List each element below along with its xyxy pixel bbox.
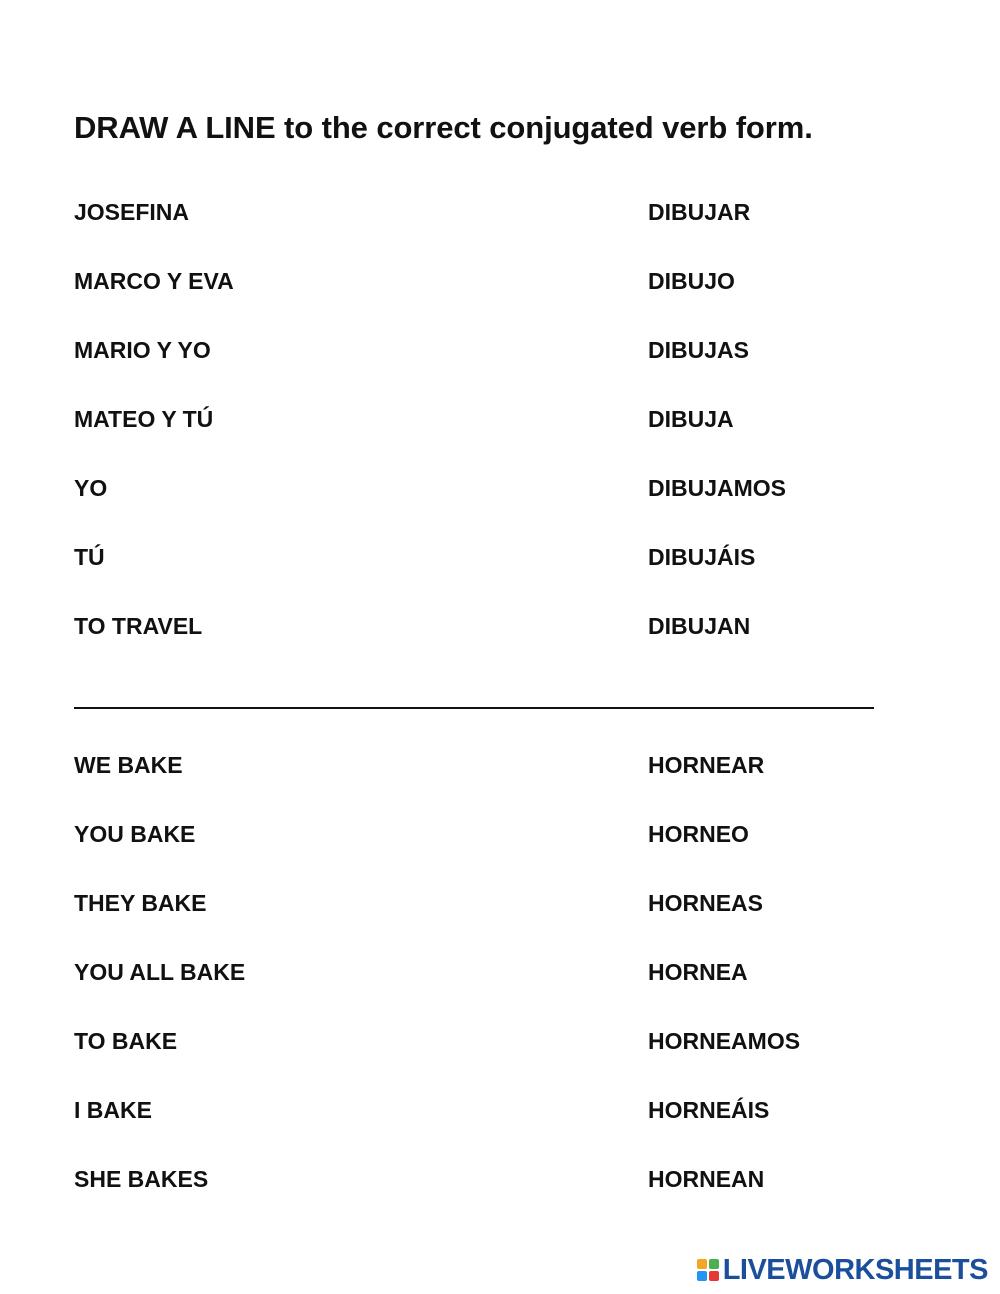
phrase-item[interactable]: WE BAKE xyxy=(74,752,183,778)
section-divider xyxy=(74,707,874,709)
phrase-item[interactable]: YOU ALL BAKE xyxy=(74,959,246,985)
subject-item[interactable]: TO TRAVEL xyxy=(74,613,203,639)
verb-form-item[interactable]: DIBUJAN xyxy=(648,613,751,639)
subject-item[interactable]: MARCO Y EVA xyxy=(74,268,234,294)
verb-form-item[interactable]: DIBUJO xyxy=(648,268,735,294)
liveworksheets-logo-icon xyxy=(697,1259,719,1281)
verb-form-item[interactable]: DIBUJÁIS xyxy=(648,544,756,570)
subject-item[interactable]: TÚ xyxy=(74,544,105,570)
phrase-item[interactable]: SHE BAKES xyxy=(74,1166,209,1192)
section-2-phrases xyxy=(74,751,245,1234)
verb-form-item[interactable]: DIBUJAR xyxy=(648,199,751,225)
logo-tile xyxy=(697,1271,707,1281)
subject-item[interactable]: MARIO Y YO xyxy=(74,337,211,363)
section-2-verb-forms xyxy=(648,751,800,1234)
subject-item[interactable]: MATEO Y TÚ xyxy=(74,406,214,432)
verb-form-item[interactable]: DIBUJA xyxy=(648,406,734,432)
brand-logo xyxy=(697,1254,988,1286)
verb-form-item[interactable]: DIBUJAS xyxy=(648,337,749,363)
brand-name: LIVEWORKSHEETS xyxy=(722,1254,988,1286)
page-title: DRAW A LINE to the correct conjugated verb form. xyxy=(74,110,813,145)
section-1-verb-forms xyxy=(648,198,786,681)
verb-form-item[interactable]: HORNEÁIS xyxy=(648,1097,770,1123)
verb-form-item[interactable]: HORNEAS xyxy=(648,890,764,916)
verb-form-item[interactable]: HORNEAR xyxy=(648,752,765,778)
verb-form-item[interactable]: HORNEO xyxy=(648,821,749,847)
logo-tile xyxy=(709,1259,719,1269)
phrase-item[interactable]: I BAKE xyxy=(74,1097,152,1123)
verb-form-item[interactable]: HORNEA xyxy=(648,959,748,985)
logo-tile xyxy=(709,1271,719,1281)
verb-form-item[interactable]: HORNEAMOS xyxy=(648,1028,801,1054)
section-1-subjects xyxy=(74,198,234,681)
subject-item[interactable]: YO xyxy=(74,475,108,501)
subject-item[interactable]: JOSEFINA xyxy=(74,199,190,225)
verb-form-item[interactable]: HORNEAN xyxy=(648,1166,765,1192)
verb-form-item[interactable]: DIBUJAMOS xyxy=(648,475,787,501)
phrase-item[interactable]: TO BAKE xyxy=(74,1028,178,1054)
logo-tile xyxy=(697,1259,707,1269)
phrase-item[interactable]: YOU BAKE xyxy=(74,821,196,847)
phrase-item[interactable]: THEY BAKE xyxy=(74,890,207,916)
